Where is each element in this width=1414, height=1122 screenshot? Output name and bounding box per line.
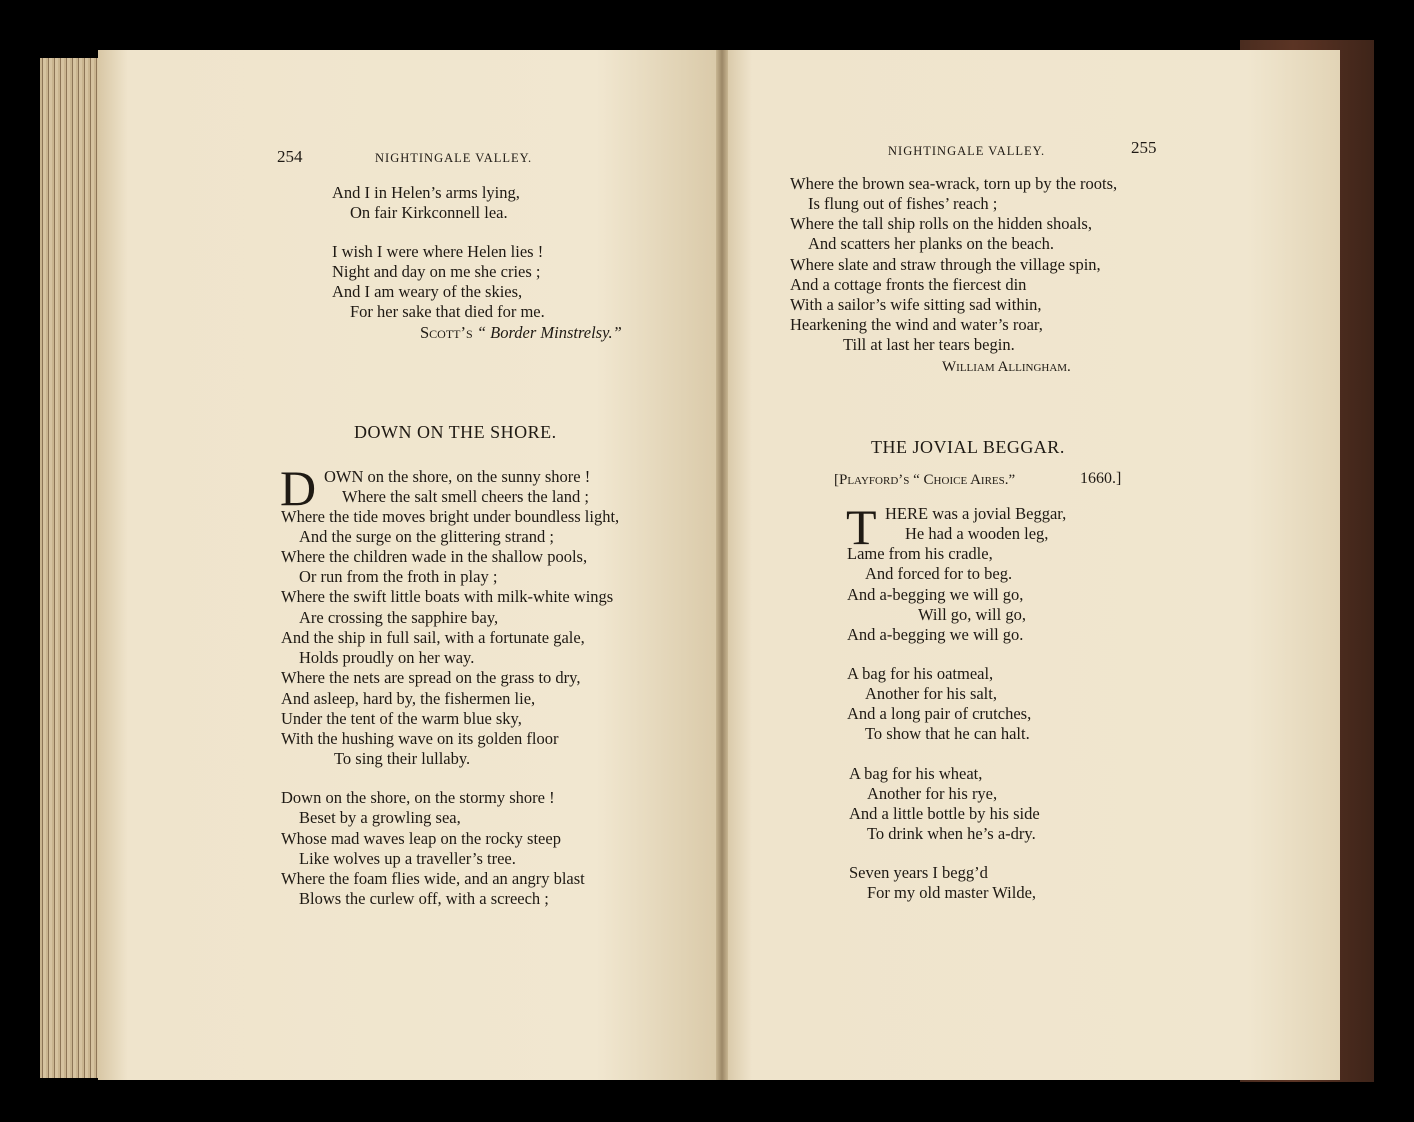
verse-line: Are crossing the sapphire bay, xyxy=(299,608,499,627)
verse-line: A bag for his wheat, xyxy=(849,764,983,783)
poem-title: THE JOVIAL BEGGAR. xyxy=(871,437,1065,457)
verse-line: For my old master Wilde, xyxy=(867,883,1037,902)
source-year: 1660.] xyxy=(1080,470,1122,487)
verse-line: And a little bottle by his side xyxy=(849,804,1040,823)
verse-line: And the ship in full sail, with a fortunate gale, xyxy=(281,628,585,647)
verse-line: And I am weary of the skies, xyxy=(332,282,523,301)
verse-line: And scatters her planks on the beach. xyxy=(808,234,1055,253)
verse-line: And a-begging we will go. xyxy=(847,625,1024,644)
verse-line: Or run from the froth in play ; xyxy=(299,567,498,586)
running-head: NIGHTINGALE VALLEY. xyxy=(375,151,533,165)
verse-line: He had a wooden leg, xyxy=(905,524,1049,543)
page-number: 255 xyxy=(1131,138,1157,157)
attribution xyxy=(420,323,622,343)
verse-line: Blows the curlew off, with a screech ; xyxy=(299,889,549,908)
verse-line: Hearkening the wind and water’s roar, xyxy=(790,315,1043,334)
verse-line: Another for his salt, xyxy=(865,684,997,703)
verse-line: Where the foam flies wide, and an angry blast xyxy=(281,869,585,888)
verse-line: And a-begging we will go, xyxy=(847,585,1024,604)
verse-line: Where the tide moves bright under boundless light, xyxy=(281,507,620,526)
verse-line: Down on the shore, on the stormy shore ! xyxy=(281,788,555,807)
verse-line: A bag for his oatmeal, xyxy=(847,664,994,683)
verse-line: With the hushing wave on its golden floor xyxy=(281,729,559,748)
verse-line: Under the tent of the warm blue sky, xyxy=(281,709,522,728)
verse-line: Where the salt smell cheers the land ; xyxy=(342,487,589,506)
verse-line: Like wolves up a traveller’s tree. xyxy=(299,849,516,868)
author-attribution: William Allingham. xyxy=(942,359,1071,375)
verse-line: And a cottage fronts the fiercest din xyxy=(790,275,1027,294)
verse-line: Where the tall ship rolls on the hidden shoals, xyxy=(790,214,1092,233)
verse-line: To sing their lullaby. xyxy=(334,749,471,768)
book-gutter xyxy=(716,50,728,1080)
verse-line: Another for his rye, xyxy=(867,784,998,803)
verse-line: And forced for to beg. xyxy=(865,564,1013,583)
source-note: [Playford’s “ Choice Aires.” xyxy=(834,472,1016,488)
verse-line: And asleep, hard by, the fishermen lie, xyxy=(281,689,536,708)
verse-line: HERE was a jovial Beggar, xyxy=(885,504,1067,523)
verse-line: Night and day on me she cries ; xyxy=(332,262,541,281)
verse-line: Seven years I begg’d xyxy=(849,863,988,882)
verse-line: Till at last her tears begin. xyxy=(843,335,1015,354)
verse-line: On fair Kirkconnell lea. xyxy=(350,203,508,222)
verse-line: Holds proudly on her way. xyxy=(299,648,475,667)
verse-line: Whose mad waves leap on the rocky steep xyxy=(281,829,561,848)
book-spread xyxy=(40,40,1374,1082)
verse-line: Will go, will go, xyxy=(918,605,1026,624)
verse-line: Where the swift little boats with milk-white wings xyxy=(281,587,614,606)
attribution-work: “ Border Minstrelsy.” xyxy=(476,323,622,342)
verse-line: Where the brown sea-wrack, torn up by the roots, xyxy=(790,174,1118,193)
attribution-author: Scott’s xyxy=(420,323,473,342)
verse-line: And I in Helen’s arms lying, xyxy=(332,183,520,202)
verse-line: Where the children wade in the shallow pools, xyxy=(281,547,588,566)
verse-line: Where the nets are spread on the grass to dry, xyxy=(281,668,581,687)
drop-cap: D xyxy=(280,460,317,516)
verse-line: With a sailor’s wife sitting sad within, xyxy=(790,295,1042,314)
poem-title: DOWN ON THE SHORE. xyxy=(354,422,557,442)
verse-line: And a long pair of crutches, xyxy=(847,704,1032,723)
verse-line: Where slate and straw through the village spin, xyxy=(790,255,1101,274)
verse-line: To drink when he’s a-dry. xyxy=(867,824,1036,843)
verse-line: Is flung out of fishes’ reach ; xyxy=(808,194,998,213)
drop-cap: T xyxy=(846,499,877,555)
verse-line: I wish I were where Helen lies ! xyxy=(332,242,544,261)
verse-line: And the surge on the glittering strand ; xyxy=(299,527,554,546)
verse-line: Beset by a growling sea, xyxy=(299,808,461,827)
verse-line: OWN on the shore, on the sunny shore ! xyxy=(324,467,591,486)
verse-line: To show that he can halt. xyxy=(865,724,1030,743)
verse-line: Lame from his cradle, xyxy=(847,544,993,563)
running-head: NIGHTINGALE VALLEY. xyxy=(888,144,1046,158)
verse-line: For her sake that died for me. xyxy=(350,302,545,321)
page-number: 254 xyxy=(277,147,303,166)
